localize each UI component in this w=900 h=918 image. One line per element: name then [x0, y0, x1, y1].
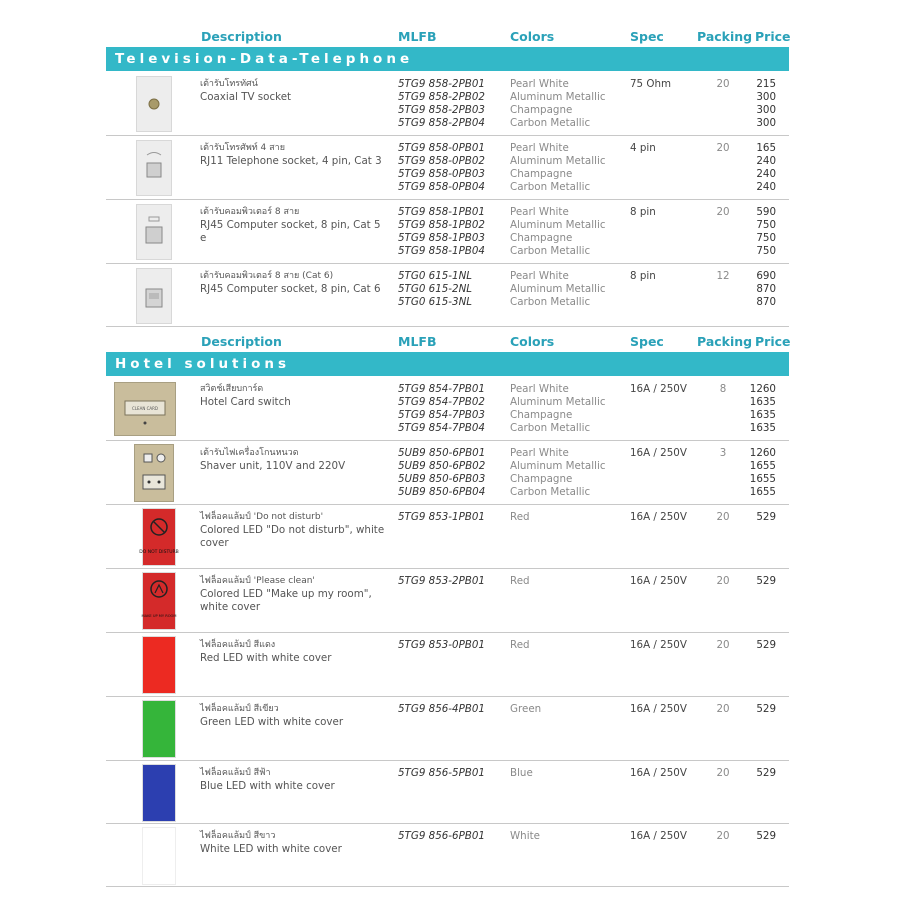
- color-name: Aluminum Metallic: [510, 396, 606, 408]
- header-spec: Spec: [630, 334, 664, 349]
- spec-value: 16A / 250V: [630, 703, 687, 715]
- packing-value: 20: [716, 830, 730, 842]
- packing-value: 20: [716, 206, 730, 218]
- price-value: 240: [756, 155, 776, 167]
- price-value: 750: [756, 245, 776, 257]
- mlfb-code: 5TG9 858-0PB02: [398, 155, 485, 167]
- card-slot-label: CLEAN CARD: [132, 406, 158, 411]
- color-name: Champagne: [510, 409, 573, 421]
- color-name: Champagne: [510, 232, 573, 244]
- color-name: Pearl White: [510, 78, 569, 90]
- price-value: 1655: [749, 460, 776, 472]
- spec-value: 8 pin: [630, 270, 656, 282]
- thai-label: เต้ารับโทรศัพท์ 4 สาย: [200, 143, 285, 153]
- section-banner: Hotel solutions: [106, 352, 789, 376]
- thai-label: เต้ารับคอมพิวเตอร์ 8 สาย (Cat 6): [200, 271, 334, 281]
- product-row: [106, 441, 789, 505]
- mlfb-code: 5TG9 853-2PB01: [398, 575, 485, 587]
- header-spec: Spec: [630, 29, 664, 44]
- spec-value: 16A / 250V: [630, 830, 687, 842]
- shaver-unit-image: [134, 444, 174, 502]
- packing-value: 8: [719, 383, 727, 395]
- mlfb-code: 5TG0 615-1NL: [398, 270, 473, 282]
- thai-label: ไฟล็อคแล้มป์ สีขาว: [200, 831, 276, 841]
- green-led-image: [142, 700, 176, 758]
- table-header: [0, 332, 900, 352]
- price-value: 300: [756, 104, 776, 116]
- product-description: RJ45 Computer socket, 8 pin, Cat 6: [200, 283, 381, 295]
- color-name: Carbon Metallic: [510, 486, 591, 498]
- mlfb-code: 5TG9 858-0PB01: [398, 142, 485, 154]
- price-value: 1635: [749, 396, 776, 408]
- packing-value: 12: [716, 270, 730, 282]
- computer-socket-image: [136, 204, 172, 260]
- price-value: 215: [756, 78, 776, 90]
- price-value: 240: [756, 181, 776, 193]
- thai-label: ไฟล็อคแล้มป์ สีเขียว: [200, 704, 279, 714]
- price-value: 870: [756, 296, 776, 308]
- price-value: 240: [756, 168, 776, 180]
- product-description: RJ45 Computer socket, 8 pin, Cat 5 e: [200, 219, 381, 244]
- thai-label: สวิตช์เสียบการ์ด: [200, 384, 264, 394]
- mlfb-code: 5TG9 858-2PB01: [398, 78, 485, 90]
- color-name: Champagne: [510, 104, 573, 116]
- header-packing: Packing: [697, 334, 753, 349]
- mlfb-code: 5TG9 858-1PB02: [398, 219, 485, 231]
- price-value: 529: [756, 830, 776, 842]
- product-description: White LED with white cover: [200, 843, 342, 855]
- mlfb-code: 5TG9 858-1PB04: [398, 245, 485, 257]
- product-row: [106, 505, 789, 569]
- color-name: Green: [510, 703, 542, 715]
- spec-value: 16A / 250V: [630, 767, 687, 779]
- color-name: Pearl White: [510, 383, 569, 395]
- price-value: 165: [756, 142, 776, 154]
- header-colors: Colors: [510, 334, 555, 349]
- color-name: Champagne: [510, 168, 573, 180]
- mlfb-code: 5TG9 853-0PB01: [398, 639, 485, 651]
- product-description: Colored LED "Do not disturb", white cover: [200, 524, 385, 549]
- mlfb-code: 5TG9 854-7PB03: [398, 409, 485, 421]
- price-value: 529: [756, 575, 776, 587]
- mlfb-code: 5TG0 615-3NL: [398, 296, 473, 308]
- white-led-image: [142, 827, 176, 885]
- price-value: 1635: [749, 422, 776, 434]
- mlfb-code: 5TG9 854-7PB02: [398, 396, 485, 408]
- price-value: 300: [756, 117, 776, 129]
- color-name: White: [510, 830, 540, 842]
- header-mlfb: MLFB: [398, 29, 437, 44]
- color-name: Aluminum Metallic: [510, 91, 606, 103]
- product-description: Blue LED with white cover: [200, 780, 335, 792]
- spec-value: 16A / 250V: [630, 383, 687, 395]
- header-description: Description: [201, 334, 282, 349]
- mlfb-code: 5UB9 850-6PB01: [398, 447, 486, 459]
- color-name: Pearl White: [510, 206, 569, 218]
- color-name: Blue: [510, 767, 533, 779]
- mlfb-code: 5TG9 858-2PB02: [398, 91, 485, 103]
- price-value: 750: [756, 232, 776, 244]
- section-banner: Television-Data-Telephone: [106, 47, 789, 71]
- color-name: Carbon Metallic: [510, 296, 591, 308]
- color-name: Pearl White: [510, 447, 569, 459]
- packing-value: 20: [716, 142, 730, 154]
- color-name: Aluminum Metallic: [510, 219, 606, 231]
- card-switch-image: [114, 382, 176, 436]
- make-up-room-led-image: [142, 572, 176, 630]
- header-mlfb: MLFB: [398, 334, 437, 349]
- color-name: Pearl White: [510, 270, 569, 282]
- product-row: [106, 824, 789, 887]
- color-name: Aluminum Metallic: [510, 283, 606, 295]
- computer-socket-image: [136, 268, 172, 324]
- color-name: Champagne: [510, 473, 573, 485]
- price-value: 1260: [749, 447, 776, 459]
- product-description: Hotel Card switch: [200, 396, 291, 408]
- color-name: Pearl White: [510, 142, 569, 154]
- product-description: Red LED with white cover: [200, 652, 332, 664]
- price-value: 1655: [749, 486, 776, 498]
- price-value: 590: [756, 206, 776, 218]
- price-value: 529: [756, 511, 776, 523]
- price-value: 690: [756, 270, 776, 282]
- product-row: [106, 200, 789, 264]
- spec-value: 16A / 250V: [630, 639, 687, 651]
- product-description: RJ11 Telephone socket, 4 pin, Cat 3: [200, 155, 382, 167]
- color-name: Red: [510, 511, 530, 523]
- price-value: 870: [756, 283, 776, 295]
- price-value: 529: [756, 639, 776, 651]
- spec-value: 8 pin: [630, 206, 656, 218]
- mlfb-code: 5TG9 854-7PB01: [398, 383, 485, 395]
- header-colors: Colors: [510, 29, 555, 44]
- spec-value: 4 pin: [630, 142, 656, 154]
- blue-led-image: [142, 764, 176, 822]
- packing-value: 20: [716, 78, 730, 90]
- mlfb-code: 5TG9 854-7PB04: [398, 422, 485, 434]
- mlfb-code: 5TG9 858-2PB03: [398, 104, 485, 116]
- mlfb-code: 5TG0 615-2NL: [398, 283, 473, 295]
- price-value: 750: [756, 219, 776, 231]
- product-row: [106, 72, 789, 136]
- coaxial-socket-image: [136, 76, 172, 132]
- mlfb-code: 5TG9 856-4PB01: [398, 703, 485, 715]
- led-label: MAKE UP MY ROOM: [141, 614, 177, 618]
- thai-label: ไฟล็อคแล้มป์ สีแดง: [200, 640, 276, 650]
- color-name: Carbon Metallic: [510, 181, 591, 193]
- packing-value: 20: [716, 703, 730, 715]
- product-row: [106, 264, 789, 327]
- packing-value: 20: [716, 767, 730, 779]
- price-value: 1260: [749, 383, 776, 395]
- color-name: Aluminum Metallic: [510, 155, 606, 167]
- product-row: [106, 697, 789, 761]
- mlfb-code: 5UB9 850-6PB03: [398, 473, 486, 485]
- product-row: [106, 633, 789, 697]
- mlfb-code: 5TG9 858-0PB03: [398, 168, 485, 180]
- mlfb-code: 5TG9 853-1PB01: [398, 511, 485, 523]
- header-packing: Packing: [697, 29, 753, 44]
- packing-value: 20: [716, 511, 730, 523]
- thai-label: เต้ารับโทรทัศน์: [200, 79, 258, 89]
- led-label: DO NOT DISTURB: [139, 550, 179, 555]
- product-description: Green LED with white cover: [200, 716, 344, 728]
- telephone-socket-image: [136, 140, 172, 196]
- header-price: Price: [755, 334, 791, 349]
- price-value: 1655: [749, 473, 776, 485]
- product-row: [106, 761, 789, 824]
- thai-label: ไฟล็อคแล้มป์ สีฟ้า: [200, 768, 271, 778]
- thai-label: เต้ารับไฟเครื่องโกนหนวด: [200, 448, 299, 458]
- header-description: Description: [201, 29, 282, 44]
- price-value: 1635: [749, 409, 776, 421]
- table-header: [0, 27, 900, 47]
- mlfb-code: 5TG9 858-0PB04: [398, 181, 485, 193]
- thai-label: ไฟล็อคแล้มป์ 'Do not disturb': [200, 512, 324, 522]
- product-description: Coaxial TV socket: [200, 91, 292, 103]
- spec-value: 16A / 250V: [630, 575, 687, 587]
- product-row: [106, 569, 789, 633]
- mlfb-code: 5TG9 858-1PB01: [398, 206, 485, 218]
- color-name: Red: [510, 575, 530, 587]
- mlfb-code: 5TG9 858-1PB03: [398, 232, 485, 244]
- color-name: Carbon Metallic: [510, 422, 591, 434]
- thai-label: ไฟล็อคแล้มป์ 'Please clean': [200, 576, 315, 586]
- color-name: Aluminum Metallic: [510, 460, 606, 472]
- color-name: Red: [510, 639, 530, 651]
- product-description: Colored LED "Make up my room", white cover: [200, 588, 372, 613]
- mlfb-code: 5TG9 858-2PB04: [398, 117, 485, 129]
- spec-value: 16A / 250V: [630, 447, 687, 459]
- header-price: Price: [755, 29, 791, 44]
- packing-value: 20: [716, 575, 730, 587]
- packing-value: 3: [719, 447, 727, 459]
- do-not-disturb-led-image: [139, 508, 179, 566]
- price-value: 529: [756, 703, 776, 715]
- color-name: Carbon Metallic: [510, 245, 591, 257]
- thai-label: เต้ารับคอมพิวเตอร์ 8 สาย: [200, 207, 300, 217]
- product-row: [106, 377, 789, 441]
- mlfb-code: 5UB9 850-6PB04: [398, 486, 486, 498]
- product-description: Shaver unit, 110V and 220V: [200, 460, 346, 472]
- red-led-image: [142, 636, 176, 694]
- spec-value: 16A / 250V: [630, 511, 687, 523]
- price-value: 300: [756, 91, 776, 103]
- packing-value: 20: [716, 639, 730, 651]
- mlfb-code: 5TG9 856-6PB01: [398, 830, 485, 842]
- mlfb-code: 5TG9 856-5PB01: [398, 767, 485, 779]
- color-name: Carbon Metallic: [510, 117, 591, 129]
- price-value: 529: [756, 767, 776, 779]
- mlfb-code: 5UB9 850-6PB02: [398, 460, 486, 472]
- product-row: [106, 136, 789, 200]
- spec-value: 75 Ohm: [630, 78, 672, 90]
